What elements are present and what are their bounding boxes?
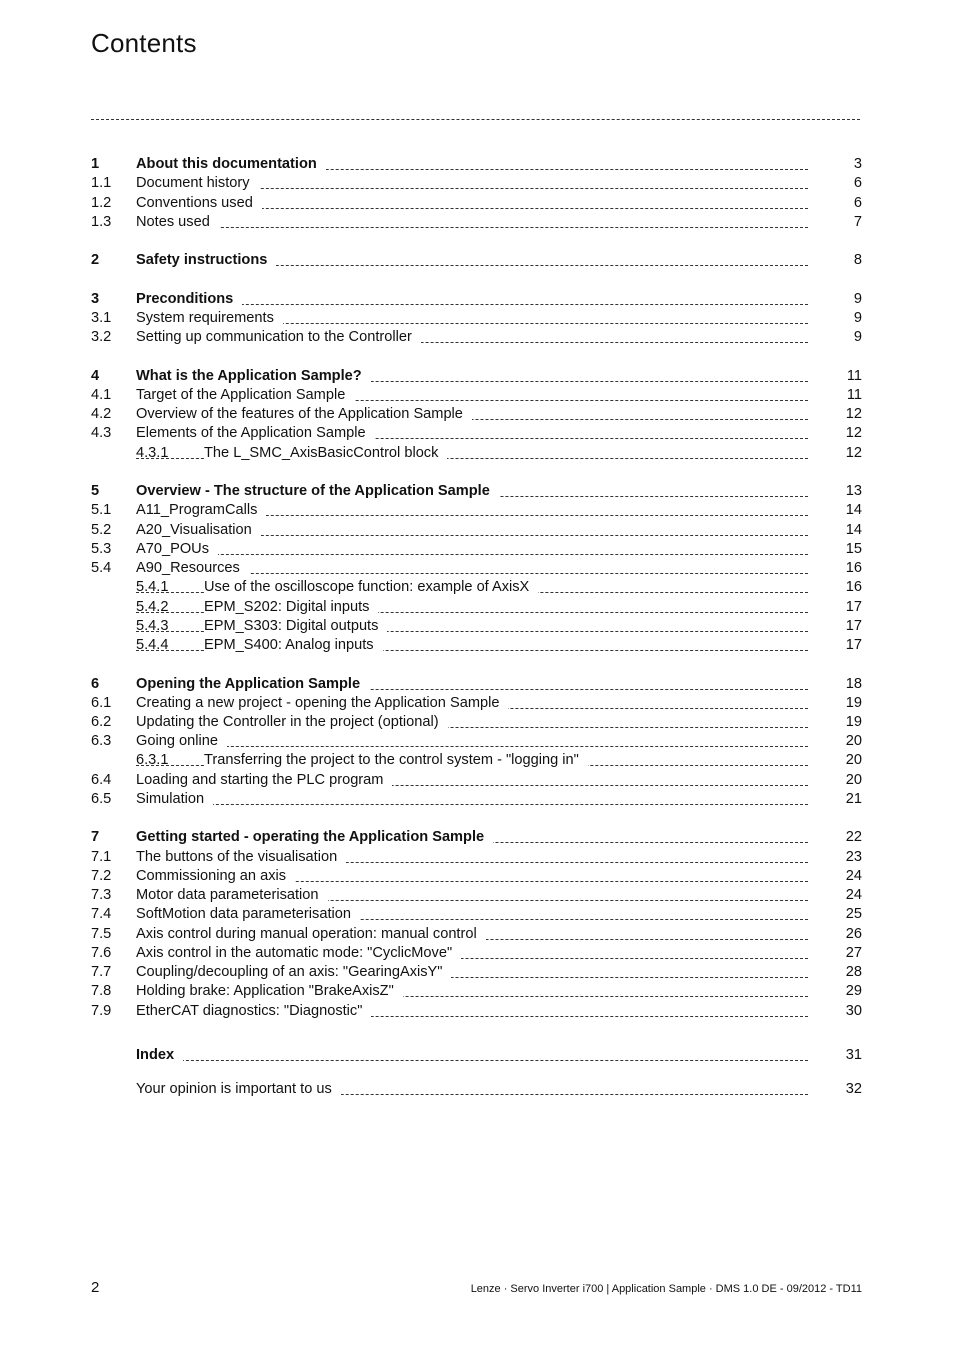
- toc-entry-number: 6.3: [91, 733, 112, 749]
- toc-entry-page: 20: [845, 772, 862, 788]
- toc-entry[interactable]: [0, 328, 954, 347]
- toc-entry-number: 4.2: [91, 406, 112, 422]
- toc-entry[interactable]: [0, 675, 954, 694]
- toc-entry-number: 5.2: [91, 522, 112, 538]
- toc-entry-title[interactable]: Preconditions: [136, 290, 242, 309]
- toc-entry-number: 1.3: [91, 214, 112, 230]
- toc-entry[interactable]: [0, 194, 954, 213]
- toc-entry[interactable]: [0, 867, 954, 886]
- toc-entry-page: 11: [846, 387, 862, 403]
- toc-entry-page: 12: [845, 425, 862, 441]
- toc-entry[interactable]: [0, 982, 954, 1001]
- toc-entry-page: 17: [845, 599, 862, 615]
- toc-entry[interactable]: [0, 925, 954, 944]
- toc-entry-title[interactable]: Creating a new project - opening the Application Sample: [136, 694, 508, 713]
- toc-entry[interactable]: [0, 367, 954, 386]
- toc-entry-number: 6: [91, 676, 100, 692]
- toc-entry-page: 31: [845, 1047, 862, 1063]
- toc-entry[interactable]: [0, 732, 954, 751]
- toc-entry-title[interactable]: EtherCAT diagnostics: "Diagnostic": [136, 1002, 371, 1021]
- toc-entry-number: 1.1: [91, 175, 112, 191]
- toc-entry[interactable]: [0, 944, 954, 963]
- toc-entry-number: 5: [91, 483, 100, 499]
- footer-document-info: Lenze · Servo Inverter i700 | Application Sample · DMS 1.0 DE - 09/2012 - TD11: [470, 1283, 862, 1295]
- toc-entry-title[interactable]: Commissioning an axis: [136, 867, 295, 886]
- toc-entry[interactable]: [0, 636, 954, 655]
- toc-entry-number: 4: [91, 368, 100, 384]
- toc-entry[interactable]: [0, 1002, 954, 1021]
- toc-entry-title[interactable]: Transferring the project to the control system - "logging in": [204, 751, 588, 770]
- toc-entry-page: 9: [853, 329, 862, 345]
- toc-entry-number: 1.2: [91, 195, 112, 211]
- toc-entry-title[interactable]: Overview of the features of the Application Sample: [136, 405, 472, 424]
- toc-entry-number: 7.7: [91, 964, 112, 980]
- toc-entry-title[interactable]: Loading and starting the PLC program: [136, 771, 392, 790]
- toc-entry-page: 20: [845, 733, 862, 749]
- toc-entry-page: 25: [845, 906, 862, 922]
- toc-entry[interactable]: [0, 386, 954, 405]
- toc-entry-title[interactable]: About this documentation: [136, 155, 326, 174]
- toc-entry-title[interactable]: Conventions used: [136, 194, 262, 213]
- toc-entry-page: 12: [845, 406, 862, 422]
- toc-entry-page: 18: [845, 676, 862, 692]
- toc-entry-title[interactable]: Target of the Application Sample: [136, 386, 354, 405]
- toc-entry-number: 7.6: [91, 945, 112, 961]
- toc-entry-page: 30: [845, 1003, 862, 1019]
- toc-entry-page: 3: [853, 156, 862, 172]
- toc-entry-number: 6.3.1: [136, 752, 169, 768]
- toc-entry[interactable]: [0, 1080, 954, 1099]
- toc-entry-title[interactable]: Simulation: [136, 790, 213, 809]
- toc-entry-number: 4.3: [91, 425, 112, 441]
- footer-page-number: 2: [91, 1279, 100, 1296]
- toc-entry-number: 2: [91, 252, 100, 268]
- page-title: Contents: [91, 28, 197, 58]
- toc-entry[interactable]: [0, 559, 954, 578]
- toc-entry-title[interactable]: Getting started - operating the Application Sample: [136, 828, 493, 847]
- toc-entry-title[interactable]: Axis control during manual operation: manual control: [136, 925, 486, 944]
- toc-entry[interactable]: [0, 174, 954, 193]
- toc-entry[interactable]: [0, 290, 954, 309]
- toc-entry-page: 29: [845, 983, 862, 999]
- toc-entry-number: 7.3: [91, 887, 112, 903]
- toc-entry-page: 14: [845, 522, 862, 538]
- toc-entry-page: 17: [845, 637, 862, 653]
- toc-entry-page: 15: [845, 541, 862, 557]
- toc-entry[interactable]: [0, 405, 954, 424]
- toc-entry-number: 7.2: [91, 868, 112, 884]
- toc-entry[interactable]: [0, 598, 954, 617]
- toc-entry-title[interactable]: System requirements: [136, 309, 283, 328]
- toc-entry-title[interactable]: The L_SMC_AxisBasicControl block: [204, 444, 447, 463]
- toc-entry[interactable]: [0, 578, 954, 597]
- toc-entry-page: 17: [845, 618, 862, 634]
- toc-entry-page: 27: [845, 945, 862, 961]
- toc-entry-page: 16: [845, 579, 862, 595]
- toc-entry[interactable]: [0, 309, 954, 328]
- dot-leader: [136, 804, 808, 805]
- toc-entry-title[interactable]: Coupling/decoupling of an axis: "GearingAxisY": [136, 963, 451, 982]
- toc-entry-title[interactable]: Safety instructions: [136, 251, 276, 270]
- toc-entry[interactable]: [0, 540, 954, 559]
- toc-entry-title[interactable]: The buttons of the visualisation: [136, 848, 346, 867]
- toc-entry-page: 24: [845, 868, 862, 884]
- toc-entry-number: 5.3: [91, 541, 112, 557]
- toc-entry-title[interactable]: Motor data parameterisation: [136, 886, 328, 905]
- toc-entry-title[interactable]: Elements of the Application Sample: [136, 424, 375, 443]
- toc-entry-number: 7.9: [91, 1003, 112, 1019]
- toc-entry-number: 5.4: [91, 560, 112, 576]
- toc-entry-page: 20: [845, 752, 862, 768]
- toc-entry-title[interactable]: Updating the Controller in the project (optional): [136, 713, 448, 732]
- dot-leader: [136, 227, 808, 228]
- toc-entry[interactable]: [0, 905, 954, 924]
- toc-entry-page: 26: [845, 926, 862, 942]
- toc-entry-title[interactable]: Overview - The structure of the Application Sample: [136, 482, 499, 501]
- toc-entry-number: 5.1: [91, 502, 112, 518]
- toc-entry-page: 6: [853, 195, 862, 211]
- toc-entry[interactable]: [0, 444, 954, 463]
- toc-entry[interactable]: [0, 155, 954, 174]
- toc-entry-page: 7: [853, 214, 862, 230]
- toc-entry-number: 5.4.4: [136, 637, 169, 653]
- toc-entry-page: 23: [845, 849, 862, 865]
- toc-entry[interactable]: [0, 771, 954, 790]
- toc-entry-page: 21: [845, 791, 862, 807]
- toc-entry-number: 6.4: [91, 772, 112, 788]
- toc-entry-page: 9: [853, 310, 862, 326]
- toc-entry-title[interactable]: EPM_S400: Analog inputs: [204, 636, 383, 655]
- toc-entry-number: 6.2: [91, 714, 112, 730]
- toc-entry-title[interactable]: Index: [136, 1046, 183, 1065]
- toc-entry[interactable]: [0, 482, 954, 501]
- toc-entry-title[interactable]: Axis control in the automatic mode: "CyclicMove": [136, 944, 461, 963]
- toc-entry-page: 19: [845, 714, 862, 730]
- toc-entry-title[interactable]: A20_Visualisation: [136, 521, 261, 540]
- toc-entry[interactable]: [0, 1046, 954, 1065]
- toc-entry-page: 22: [845, 829, 862, 845]
- toc-entry-number: 1: [91, 156, 100, 172]
- toc-entry-title[interactable]: Your opinion is important to us: [136, 1080, 341, 1099]
- dot-leader: [136, 746, 808, 747]
- toc-entry[interactable]: [0, 848, 954, 867]
- toc-entry-title[interactable]: Going online: [136, 732, 227, 751]
- toc-entry-title[interactable]: A11_ProgramCalls: [136, 501, 266, 520]
- toc-entry-title[interactable]: A70_POUs: [136, 540, 218, 559]
- toc-entry-number: 7: [91, 829, 100, 845]
- toc-entry-title[interactable]: SoftMotion data parameterisation: [136, 905, 360, 924]
- toc-entry-number: 4.3.1: [136, 445, 169, 461]
- toc-entry-page: 12: [845, 445, 862, 461]
- toc-entry[interactable]: [0, 617, 954, 636]
- toc-entry-title[interactable]: What is the Application Sample?: [136, 367, 371, 386]
- toc-entry-page: 13: [845, 483, 862, 499]
- toc-entry-title[interactable]: Use of the oscilloscope function: example of AxisX: [204, 578, 538, 597]
- toc-entry-number: 5.4.2: [136, 599, 169, 615]
- dot-leader: [136, 554, 808, 555]
- toc-entry[interactable]: [0, 751, 954, 770]
- toc-entry-title[interactable]: Document history: [136, 174, 259, 193]
- toc-entry-page: 8: [853, 252, 862, 268]
- toc-entry[interactable]: [0, 963, 954, 982]
- toc-entry-title[interactable]: Notes used: [136, 213, 219, 232]
- toc-entry[interactable]: [0, 424, 954, 443]
- toc-entry-page: 24: [845, 887, 862, 903]
- toc-entry[interactable]: [0, 251, 954, 270]
- toc-entry-page: 11: [846, 368, 862, 384]
- toc-entry-number: 6.5: [91, 791, 112, 807]
- toc-entry-number: 3.2: [91, 329, 112, 345]
- toc-entry[interactable]: [0, 713, 954, 732]
- toc-entry-title[interactable]: A90_Resources: [136, 559, 249, 578]
- toc-entry-number: 3: [91, 291, 100, 307]
- toc-entry[interactable]: [0, 790, 954, 809]
- toc-entry[interactable]: [0, 694, 954, 713]
- toc-entry-number: 7.1: [91, 849, 112, 865]
- toc-entry-page: 6: [853, 175, 862, 191]
- toc-entry-title[interactable]: Setting up communication to the Controller: [136, 328, 421, 347]
- toc-entry-page: 28: [845, 964, 862, 980]
- toc-entry-page: 9: [853, 291, 862, 307]
- toc-entry-number: 7.8: [91, 983, 112, 999]
- toc-entry-page: 19: [845, 695, 862, 711]
- toc-entry-number: 4.1: [91, 387, 112, 403]
- toc-entry-title[interactable]: EPM_S303: Digital outputs: [204, 617, 387, 636]
- toc-entry-number: 7.4: [91, 906, 112, 922]
- toc-entry-number: 5.4.1: [136, 579, 169, 595]
- toc-entry-page: 14: [845, 502, 862, 518]
- toc-entry-number: 6.1: [91, 695, 112, 711]
- toc-entry-title[interactable]: Opening the Application Sample: [136, 675, 369, 694]
- toc-entry[interactable]: [0, 213, 954, 232]
- toc-entry-number: 5.4.3: [136, 618, 169, 634]
- toc-entry[interactable]: [0, 886, 954, 905]
- toc-entry-number: 7.5: [91, 926, 112, 942]
- toc-entry[interactable]: [0, 521, 954, 540]
- toc-entry[interactable]: [0, 828, 954, 847]
- toc-entry-title[interactable]: Holding brake: Application "BrakeAxisZ": [136, 982, 403, 1001]
- dot-leader: [136, 1060, 808, 1061]
- toc-entry-page: 32: [845, 1081, 862, 1097]
- toc-entry-page: 16: [845, 560, 862, 576]
- toc-entry[interactable]: [0, 501, 954, 520]
- toc-entry-number: 3.1: [91, 310, 112, 326]
- toc-entry-title[interactable]: EPM_S202: Digital inputs: [204, 598, 378, 617]
